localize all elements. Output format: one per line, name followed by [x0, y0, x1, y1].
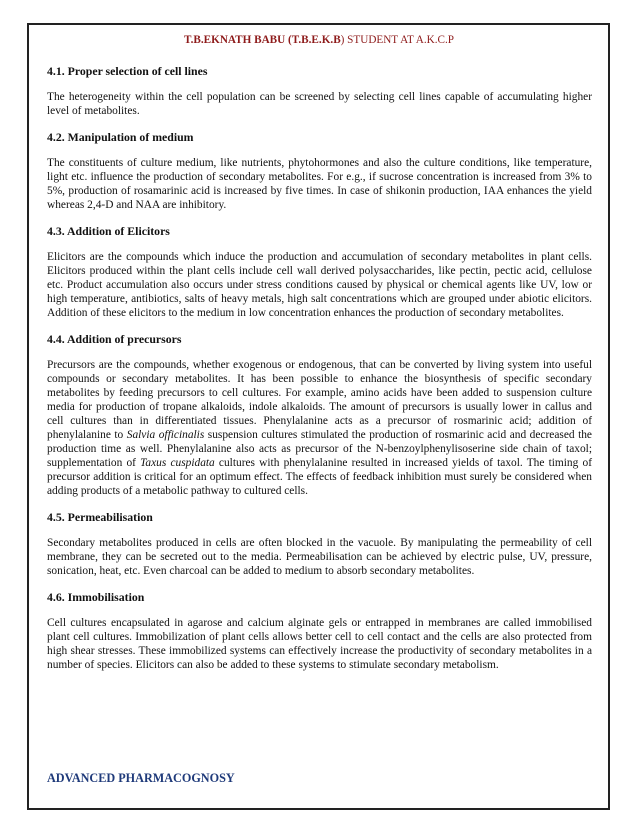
section-paragraph: Elicitors are the compounds which induce the production and accumulation of secondary metabolites in plant cells. Elicitors produced within the plant cells include cell wall derived polysaccharides, like pectin, pectic acid, cellulose etc. Product accumulation also occurs under stress conditions caused by physical or chemical agents like UV, low or high temperature, antibiotics, salts of heavy metals, high salt concentrations which are grouped under abiotic elicitors. Addition of these elicitors to the medium in low concentration enhances the production of secondary metabolites. — [47, 251, 592, 319]
paragraph-text: suspension cultures stimulated the production of rosmarinic acid and decreased the production time as well. Phenylalanine also acts as precursor of the N-benzoylphenylisoserine side chain of taxol; supplementation of — [47, 429, 592, 469]
paragraph-text: Precursors are the compounds, whether exogenous or endogenous, that can be converted by living system into useful compounds or secondary metabolites. It has been possible to enhance the biosynthesis of specific secondary metabolites by feeding precursors to cell cultures. For example, amino acids have been added to suspension culture media for production of tropane alkaloids, indole alkaloids. The amount of precursors is usually lower in callus and cell cultures than in differentiated tissues. Phenylalanine acts as a precursor of rosmarinic acid; addition of phenylalanine to — [47, 359, 592, 441]
page-footer: ADVANCED PHARMACOGNOSY — [47, 771, 235, 785]
page-header — [0, 34, 638, 46]
section-heading: 4.2. Manipulation of medium — [47, 130, 194, 144]
species-name: Salvia officinalis — [126, 429, 205, 441]
section-heading: 4.5. Permeabilisation — [47, 510, 153, 524]
paragraph-text: cultures with phenylalanine resulted in increased yields of taxol. The timing of precursor addition is critical for an optimum effect. The effects of feedback inhibition must surely be considered when adding products of a metabolic pathway to cultured cells. — [47, 457, 592, 497]
header-rest: ) STUDENT AT A.K.C.P — [340, 34, 454, 46]
section-heading: 4.1. Proper selection of cell lines — [47, 64, 208, 78]
section-paragraph: The heterogeneity within the cell population can be screened by selecting cell lines capable of accumulating higher level of metabolites. — [47, 91, 592, 117]
section-paragraph: Cell cultures encapsulated in agarose and calcium alginate gels or entrapped in membranes are called immobilised plant cell cultures. Immobilization of plant cells allows better cell to cell contact and the cells are also protected from high shear stresses. These immobilized systems can effectively increase the productivity of secondary metabolites in a number of species. Elicitors can also be added to these systems to stimulate secondary metabolism. — [47, 617, 592, 671]
section-paragraph: Secondary metabolites produced in cells are often blocked in the vacuole. By manipulating the permeability of cell membrane, they can be secreted out to the media. Permeabilisation can be achieved by electric pulse, UV, pressure, sonication, heat, etc. Even charcoal can be added to medium to absorb secondary metabolites. — [47, 537, 592, 577]
section-heading: 4.3. Addition of Elicitors — [47, 224, 170, 238]
section-paragraph: The constituents of culture medium, like nutrients, phytohormones and also the culture conditions, like temperature, light etc. influence the production of secondary metabolites. For e.g., if sucrose concentration is increased from 3% to 5%, production of rosamarinic acid is increased by five times. In case of shikonin production, IAA enhances the yield whereas 2,4-D and NAA are inhibitory. — [47, 157, 592, 211]
header-author: T.B.EKNATH BABU (T.B.E.K.B — [184, 34, 341, 46]
section-paragraph — [47, 358, 592, 498]
document-body — [47, 64, 592, 672]
species-name: Taxus cuspidata — [140, 457, 215, 469]
section-heading: 4.4. Addition of precursors — [47, 332, 182, 346]
section-heading: 4.6. Immobilisation — [47, 590, 145, 604]
